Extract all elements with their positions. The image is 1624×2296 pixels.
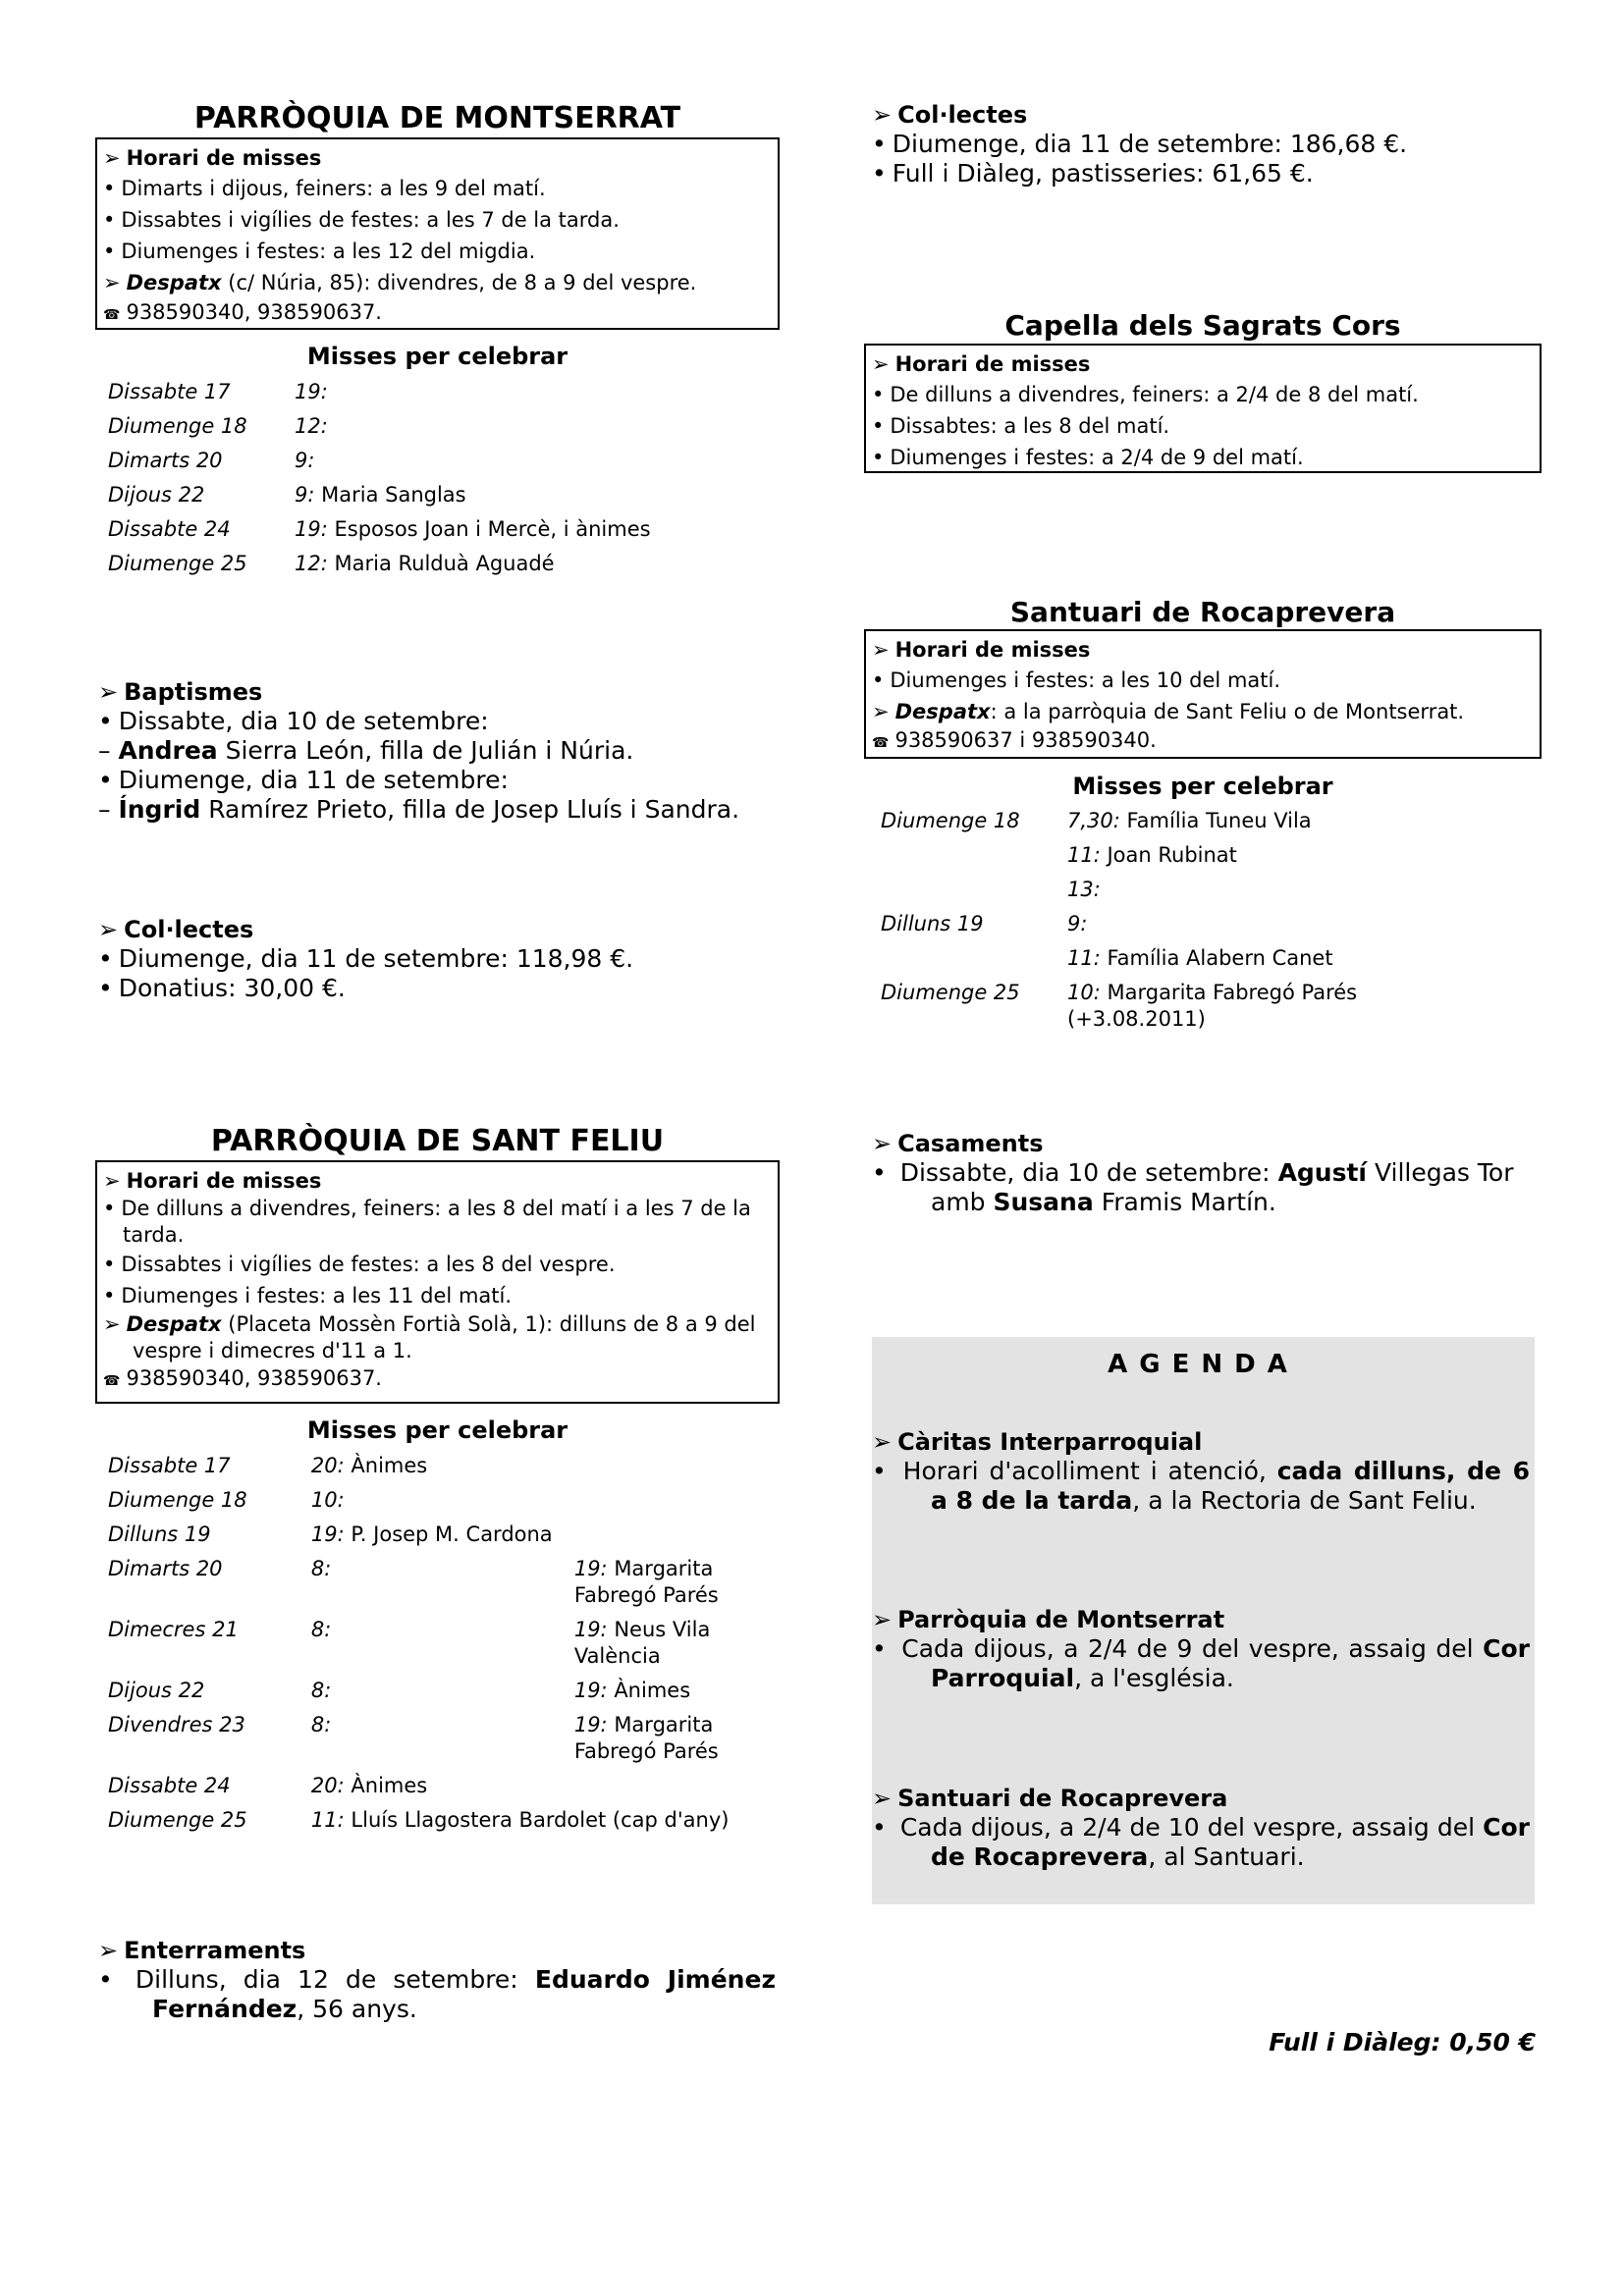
arrow-icon: ➢ [103, 146, 121, 170]
agenda-montserrat-text: • Cada dijous, a 2/4 de 9 del vespre, assaig del Cor Parroquial, a l'església. [872, 1634, 1530, 1692]
bullet-icon: • [103, 208, 116, 232]
baptismes-section [98, 677, 783, 825]
right-collectes-section [872, 100, 1540, 188]
collectes-line: • Donatius: 30,00 €. [98, 974, 346, 1002]
montserrat-schedule-box [95, 137, 780, 330]
table-row: Diumenge 25 11: Lluís Llagostera Bardolet (cap d'any) [108, 1808, 730, 1832]
table-row: 13: [1067, 878, 1101, 901]
santfeliu-masses-title: Misses per celebrar [306, 1416, 568, 1444]
phone-icon: ☎ [103, 1373, 121, 1389]
montserrat-phone: ☎ 938590340, 938590637. [103, 300, 382, 324]
arrow-icon: ➢ [872, 638, 890, 662]
phone-icon: ☎ [103, 307, 121, 323]
baptismes-line: – Andrea Sierra León, filla de Julián i Núria. [98, 736, 634, 765]
arrow-icon: ➢ [98, 1937, 119, 1964]
collectes-line: • Diumenge, dia 11 de setembre: 186,68 €. [872, 130, 1408, 158]
collectes-line: • Diumenge, dia 11 de setembre: 118,98 €. [98, 944, 634, 973]
table-row: Dissabte 24 20: Ànimes [108, 1774, 428, 1797]
enterraments-section [98, 1936, 776, 2024]
bullet-icon: • [98, 974, 113, 1002]
bullet-icon: • [103, 240, 116, 263]
phone-icon: ☎ [872, 735, 890, 751]
montserrat-schedule-line: • Dimarts i dijous, feiners: a les 9 del matí. [103, 177, 546, 200]
rocaprevera-schedule-box [864, 629, 1542, 759]
table-row: Dissabte 17 20: Ànimes [108, 1454, 428, 1477]
agenda-rocaprevera-text: • Cada dijous, a 2/4 de 10 del vespre, assaig del Cor de Rocaprevera, al Santuari. [872, 1813, 1531, 1871]
table-row: Dimarts 20 8: 19: Margarita Fabregó Parés [108, 1557, 719, 1607]
santfeliu-schedule-line: • De dilluns a divendres, feiners: a les 8 del matí i a les 7 de la tarda. [103, 1197, 751, 1247]
santfeliu-masses-table [108, 1453, 756, 1842]
capella-schedule-line: • De dilluns a divendres, feiners: a 2/4 de 8 del matí. [872, 383, 1419, 406]
agenda-caritas-heading: ➢ Càritas Interparroquial [872, 1428, 1203, 1456]
bullet-icon: • [103, 1253, 116, 1276]
collectes-heading: ➢ Col·lectes [98, 916, 254, 943]
price-label: Full i Diàleg: 0,50 € [1269, 2028, 1536, 2056]
agenda-rocaprevera-heading: ➢ Santuari de Rocaprevera [872, 1785, 1228, 1812]
bullet-icon: • [872, 130, 887, 158]
capella-title: Capella dels Sagrats Cors [1004, 309, 1401, 342]
table-row: Dijous 22 9: Maria Sanglas [108, 483, 466, 507]
agenda-rocaprevera [872, 1784, 1530, 1872]
arrow-icon: ➢ [872, 1130, 893, 1157]
arrow-icon: ➢ [98, 916, 119, 943]
montserrat-schedule-heading: ➢ Horari de misses [103, 146, 322, 170]
table-row: Dissabte 17 19: [108, 380, 328, 403]
bullet-icon: • [872, 1813, 887, 1842]
table-row: Dilluns 19 9: [881, 912, 1088, 935]
santfeliu-phone: ☎ 938590340, 938590637. [103, 1366, 382, 1390]
bullet-icon: • [103, 1197, 116, 1220]
capella-schedule-line: • Diumenges i festes: a 2/4 de 9 del matí. [872, 446, 1304, 469]
arrow-icon: ➢ [872, 1785, 893, 1812]
enterraments-line: • Dilluns, dia 12 de setembre: Eduardo Jiménez Fernández, 56 anys. [98, 1965, 776, 2023]
santfeliu-schedule-heading: ➢ Horari de misses [103, 1169, 322, 1193]
arrow-icon: ➢ [872, 352, 890, 376]
arrow-icon: ➢ [872, 101, 893, 129]
montserrat-masses-table [108, 379, 651, 585]
bullet-icon: • [872, 1158, 887, 1187]
agenda-montserrat-heading: ➢ Parròquia de Montserrat [872, 1606, 1225, 1633]
santfeliu-title: PARRÒQUIA DE SANT FELIU [210, 1124, 665, 1158]
bullet-icon: • [872, 1457, 887, 1485]
casaments-section [872, 1129, 1536, 1217]
rocaprevera-masses-table [881, 808, 1539, 1031]
table-row: Dimecres 21 8: 19: Neus Vila València [108, 1618, 711, 1668]
table-row: 11: Família Alabern Canet [1067, 946, 1333, 970]
table-row: Dijous 22 8: 19: Ànimes [108, 1679, 691, 1702]
casaments-line: • Dissabte, dia 10 de setembre: Agustí Villegas Tor amb Susana Framis Martín. [872, 1158, 1514, 1216]
bullet-icon: • [98, 766, 113, 794]
montserrat-schedule-line: • Diumenges i festes: a les 12 del migdia. [103, 240, 536, 263]
santfeliu-schedule-line: • Diumenges i festes: a les 11 del matí. [103, 1284, 513, 1308]
rocaprevera-schedule-heading: ➢ Horari de misses [872, 638, 1091, 662]
santfeliu-despatx: ➢ Despatx (Placeta Mossèn Fortià Solà, 1): dilluns de 8 a 9 del vespre i dimecres d'11 a 1. [103, 1312, 756, 1362]
bullet-icon: • [872, 1634, 887, 1663]
agenda-montserrat [872, 1605, 1530, 1693]
bullet-icon: • [103, 177, 116, 200]
bullet-icon: • [872, 446, 885, 469]
agenda-caritas-text: • Horari d'acolliment i atenció, cada dilluns, de 6 a 8 de la tarda, a la Rectoria de Sant Feliu. [872, 1457, 1530, 1515]
baptismes-line: • Dissabte, dia 10 de setembre: [98, 707, 489, 735]
bullet-icon: • [872, 383, 885, 406]
baptismes-heading: ➢ Baptismes [98, 678, 263, 706]
table-row: Diumenge 18 10: [108, 1488, 345, 1512]
table-row: Diumenge 18 7,30: Família Tuneu Vila [881, 809, 1312, 832]
capella-schedule-heading: ➢ Horari de misses [872, 352, 1091, 376]
bullet-icon: • [103, 1284, 116, 1308]
capella-schedule-box [864, 344, 1542, 473]
arrow-icon: ➢ [98, 678, 119, 706]
bullet-icon: • [872, 159, 887, 187]
agenda-panel [872, 1337, 1535, 1904]
baptismes-line: – Íngrid Ramírez Prieto, filla de Josep Lluís i Sandra. [98, 795, 740, 824]
santfeliu-schedule-box [95, 1160, 780, 1404]
arrow-icon: ➢ [103, 1169, 121, 1193]
bullet-icon: • [872, 414, 885, 438]
table-row: Diumenge 25 10: Margarita Fabregó Parés (+3.08.2011) [881, 981, 1358, 1031]
santfeliu-schedule-line: • Dissabtes i vigílies de festes: a les 8 del vespre. [103, 1253, 616, 1276]
table-row: 11: Joan Rubinat [1067, 843, 1237, 867]
collectes-heading: ➢ Col·lectes [872, 101, 1028, 129]
table-row: Dissabte 24 19: Esposos Joan i Mercè, i ànimes [108, 517, 651, 541]
montserrat-collectes-section [98, 915, 783, 1003]
table-row: Diumenge 25 12: Maria Rulduà Aguadé [108, 552, 555, 575]
table-row: Diumenge 18 12: [108, 414, 328, 438]
arrow-icon: ➢ [872, 1428, 893, 1456]
table-row: Dimarts 20 9: [108, 449, 315, 472]
table-row: Dilluns 19 19: P. Josep M. Cardona [108, 1522, 553, 1546]
arrow-icon: ➢ [103, 271, 121, 294]
arrow-icon: ➢ [872, 1606, 893, 1633]
montserrat-title: PARRÒQUIA DE MONTSERRAT [193, 101, 681, 135]
bullet-icon: • [98, 1965, 113, 1994]
montserrat-masses-title: Misses per celebrar [306, 343, 568, 370]
bullet-icon: • [98, 944, 113, 973]
arrow-icon: ➢ [872, 700, 890, 723]
baptismes-line: • Diumenge, dia 11 de setembre: [98, 766, 509, 794]
montserrat-despatx: ➢ Despatx (c/ Núria, 85): divendres, de 8 a 9 del vespre. [103, 271, 697, 294]
rocaprevera-schedule-line: • Diumenges i festes: a les 10 del matí. [872, 668, 1281, 692]
capella-schedule-line: • Dissabtes: a les 8 del matí. [872, 414, 1170, 438]
rocaprevera-despatx: ➢ Despatx: a la parròquia de Sant Feliu o de Montserrat. [872, 700, 1465, 723]
montserrat-schedule-line: • Dissabtes i vigílies de festes: a les 7 de la tarda. [103, 208, 620, 232]
arrow-icon: ➢ [103, 1312, 121, 1336]
casaments-heading: ➢ Casaments [872, 1130, 1044, 1157]
agenda-title: AGENDA [1108, 1350, 1299, 1379]
agenda-caritas [872, 1427, 1530, 1516]
table-row: Divendres 23 8: 19: Margarita Fabregó Parés [108, 1713, 719, 1763]
rocaprevera-title: Santuari de Rocaprevera [1009, 596, 1396, 628]
enterraments-heading: ➢ Enterraments [98, 1937, 306, 1964]
collectes-line: • Full i Diàleg, pastisseries: 61,65 €. [872, 159, 1314, 187]
bullet-icon: • [872, 668, 885, 692]
bullet-icon: • [98, 707, 113, 735]
rocaprevera-masses-title: Misses per celebrar [1072, 773, 1333, 800]
rocaprevera-phone: ☎ 938590637 i 938590340. [872, 728, 1157, 752]
